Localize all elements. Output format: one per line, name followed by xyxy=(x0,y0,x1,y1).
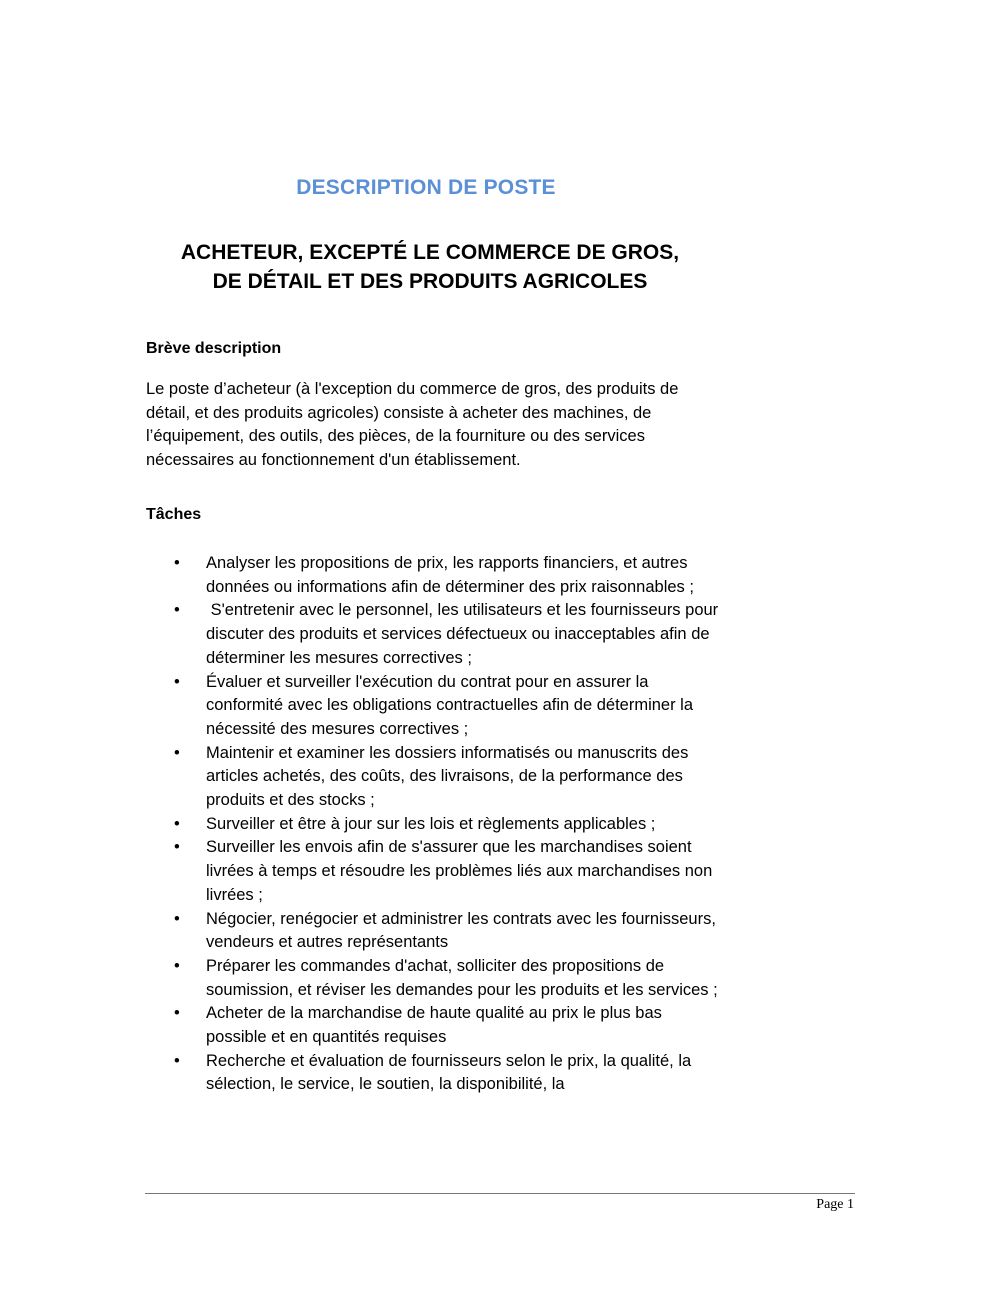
bullet-icon: • xyxy=(174,672,180,691)
list-item xyxy=(146,671,726,742)
task-text: S'entretenir avec le personnel, les utilisateurs et les fournisseurs pour discuter des produits et services défectueux ou inacceptables afin de déterminer les mesures correctives ; xyxy=(206,601,723,667)
bullet-icon: • xyxy=(174,554,180,572)
task-text: Analyser les propositions de prix, les rapports financiers, et autres données ou informations afin de déterminer des prix raisonnables ; xyxy=(206,554,694,596)
page-number: Page 1 xyxy=(816,1197,854,1212)
bullet-icon: • xyxy=(174,601,180,620)
bullet-icon: • xyxy=(174,838,180,857)
task-text: Évaluer et surveiller l'exécution du contrat pour en assurer la conformité avec les obligations contractuelles afin de déterminer la nécessité des mesures correctives ; xyxy=(206,672,694,738)
bullet-icon: • xyxy=(174,1051,180,1070)
bullet-icon: • xyxy=(174,814,180,833)
list-item xyxy=(146,742,726,813)
task-text: Recherche et évaluation de fournisseurs selon le prix, la qualité, la sélection, le service, le soutien, la disponibilité, la xyxy=(206,1051,692,1094)
task-text: Négocier, renégocier et administrer les contrats avec les fournisseurs, vendeurs et autres représentants xyxy=(206,909,716,952)
task-text: Surveiller et être à jour sur les lois et règlements applicables ; xyxy=(206,814,656,833)
list-item xyxy=(146,1002,726,1049)
task-text: Maintenir et examiner les dossiers informatisés ou manuscrits des articles achetés, des coûts, des livraisons, de la performance des produits et des stocks ; xyxy=(206,743,689,810)
job-title-line-2: DE DÉTAIL ET DES PRODUITS AGRICOLES xyxy=(212,270,648,293)
job-title xyxy=(140,238,720,296)
list-item xyxy=(146,599,726,670)
bullet-icon: • xyxy=(174,956,180,975)
list-item xyxy=(146,908,726,955)
task-text: Préparer les commandes d'achat, solliciter des propositions de soumission, et réviser les demandes pour les produits et les services ; xyxy=(206,956,718,999)
list-item xyxy=(146,955,726,1002)
job-title-line-1: ACHETEUR, EXCEPTÉ LE COMMERCE DE GROS, xyxy=(180,241,680,264)
list-item xyxy=(146,1050,726,1097)
tasks-heading: Tâches xyxy=(146,506,202,523)
task-text: Surveiller les envois afin de s'assurer que les marchandises soient livrées à temps et résoudre les problèmes liés aux marchandises non livrées ; xyxy=(206,838,713,904)
list-item xyxy=(146,552,726,599)
brief-description-heading: Brève description xyxy=(146,340,282,357)
bullet-icon: • xyxy=(174,1004,180,1023)
brief-description-text: Le poste d’acheteur (à l'exception du commerce de gros, des produits de détail, et des produits agricoles) consiste à acheter des machines, de l’équipement, des outils, des pièces, de la fourniture ou des services nécessaires au fonctionnement d'un établissement. xyxy=(146,380,679,469)
list-item xyxy=(146,813,726,837)
tasks-list xyxy=(146,552,726,1097)
document-title: DESCRIPTION DE POSTE xyxy=(296,176,556,199)
task-text: Acheter de la marchandise de haute qualité au prix le plus bas possible et en quantités requises xyxy=(206,1004,662,1047)
footer-divider xyxy=(145,1193,855,1194)
list-item xyxy=(146,836,726,907)
bullet-icon: • xyxy=(174,743,180,762)
bullet-icon: • xyxy=(174,909,180,928)
